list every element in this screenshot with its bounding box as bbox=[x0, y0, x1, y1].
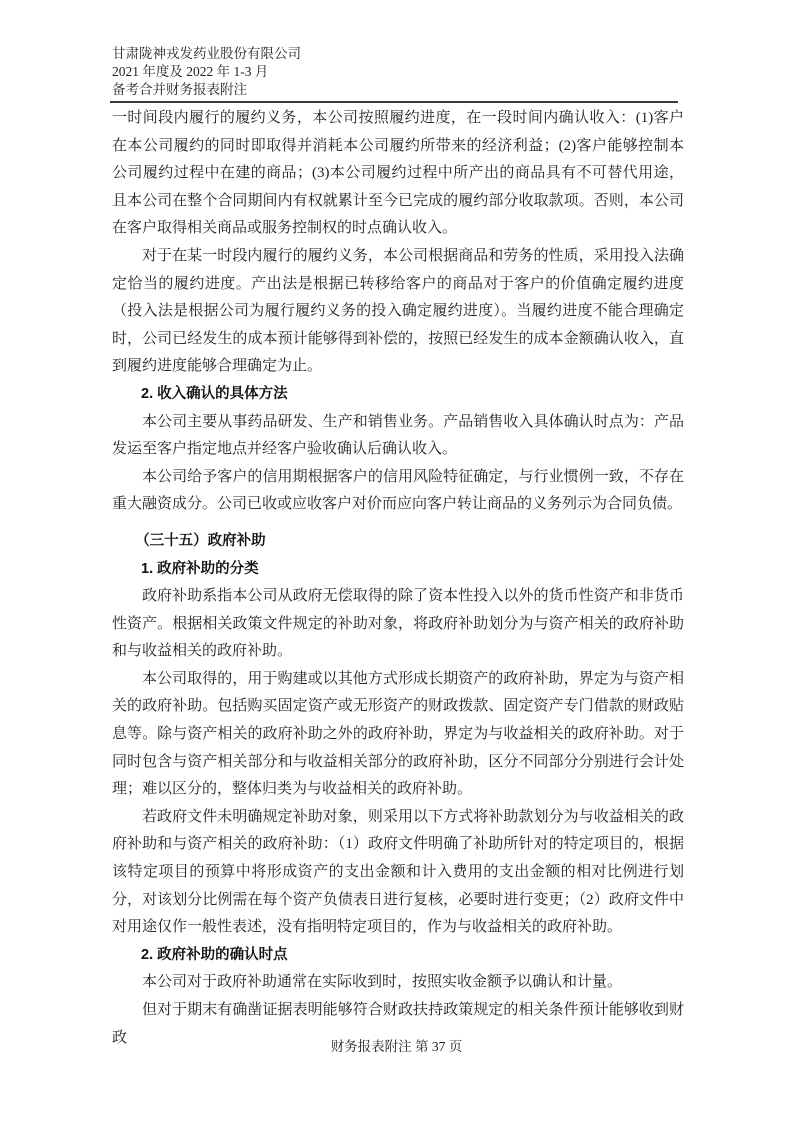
paragraph-credit-period: 本公司给予客户的信用期根据客户的信用风险特征确定，与行业惯例一致，不存在重大融资成分。公司已收或应收客户对价而应向客户转让商品的义务列示为合同负债。 bbox=[112, 468, 684, 513]
report-period: 2021 年度及 2022 年 1-3 月 bbox=[112, 64, 269, 79]
paragraph-revenue-over-time: 一时间段内履行的履约义务，本公司按照履约进度，在一段时间内确认收入：(1)客户在本公司履约的同时即取得并消耗本公司履约所带来的经济利益；(2)客户能够控制本公司履约过程中在建的商品；(3)本公司履约过程中所产出的商品具有不可替代用途，且本公司在整个合同期间内有权就累计至今已完成的履约部分收取款项。否则，本公司在客户取得相关商品或服务控制权的时点确认收入。 bbox=[112, 110, 684, 237]
paragraph-subsidy-definition: 政府补助系指本公司从政府无偿取得的除了资本性投入以外的货币性资产和非货币性资产。根据相关政策文件规定的补助对象，将政府补助划分为与资产相关的政府补助和与收益相关的政府补助。 bbox=[112, 588, 684, 660]
heading-revenue-method: 2. 收入确认的具体方法 bbox=[141, 385, 288, 402]
paragraph-asset-related-subsidy: 本公司取得的，用于购建或以其他方式形成长期资产的政府补助，界定为与资产相关的政府补助。包括购买固定资产或无形资产的财政拨款、固定资产专门借款的财政贴息等。除与资产相关的政府补助之外的政府补助，界定为与收益相关的政府补助。对于同时包含与资产相关部分和与收益相关部分的政府补助，区分不同部分分别进行会计处理；难以区分的，整体归类为与收益相关的政府补助。 bbox=[112, 670, 684, 798]
document-header bbox=[112, 45, 682, 99]
paragraph-progress-method: 对于在某一时段内履行的履约义务，本公司根据商品和劳务的性质，采用投入法确定恰当的履约进度。产出法是根据已转移给客户的商品对于客户的价值确定履约进度（投入法是根据公司为履行履约义务的投入确定履约进度）。当履约进度不能合理确定时，公司已经发生的成本预计能够得到补偿的，按照已经发生的成本金额确认收入，直到履约进度能够合理确定为止。 bbox=[112, 247, 684, 375]
paragraph-sales-recognition: 本公司主要从事药品研发、生产和销售业务。产品销售收入具体确认时点为：产品发运至客户指定地点并经客户验收确认后确认收入。 bbox=[112, 413, 684, 458]
header-divider bbox=[110, 101, 678, 103]
report-title: 备考合并财务报表附注 bbox=[112, 82, 247, 97]
paragraph-subsidy-division-rules: 若政府文件未明确规定补助对象，则采用以下方式将补助款划分为与收益相关的政府补助和与资产相关的政府补助：（1）政府文件明确了补助所针对的特定项目的，根据该特定项目的预算中将形成资产的支出金额和计入费用的支出金额的相对比例进行划分，对该划分比例需在每个资产负债表日进行复核，必要时进行变更；（2）政府文件中对用途仅作一般性表述，没有指明特定项目的，作为与收益相关的政府补助。 bbox=[112, 808, 684, 936]
heading-subsidy-classification: 1. 政府补助的分类 bbox=[141, 560, 259, 577]
document-body bbox=[112, 105, 684, 1052]
company-name: 甘肃陇神戎发药业股份有限公司 bbox=[112, 46, 301, 61]
page-footer bbox=[0, 1035, 793, 1055]
heading-subsidy-recognition-timing: 2. 政府补助的确认时点 bbox=[141, 946, 288, 963]
paragraph-subsidy-measurement: 本公司对于政府补助通常在实际收到时，按照实收金额予以确认和计量。 bbox=[142, 974, 623, 991]
paragraph-subsidy-evidence: 但对于期末有确凿证据表明能够符合财政扶持政策规定的相关条件预计能够收到财政 bbox=[112, 1002, 684, 1046]
footer-page-label: 财务报表附注 第 37 页 bbox=[330, 1039, 463, 1054]
heading-government-subsidy: （三十五）政府补助 bbox=[135, 532, 266, 549]
